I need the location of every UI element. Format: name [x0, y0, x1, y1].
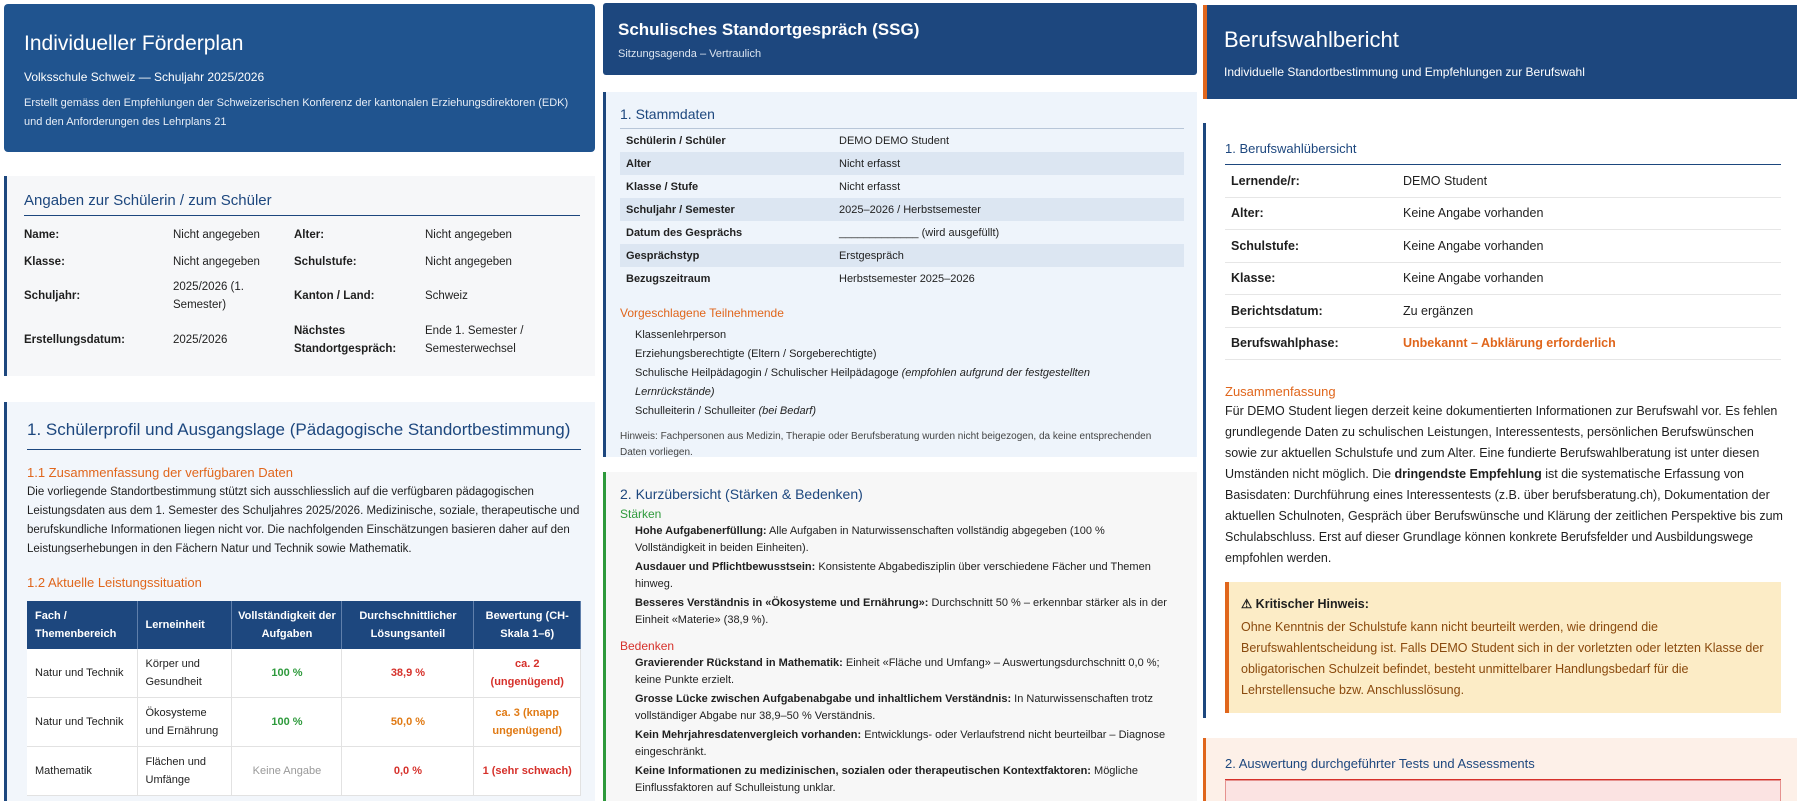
table-cell: Natur und Technik	[27, 698, 137, 747]
foerderplan-panel	[0, 0, 598, 801]
row-key: Datum des Gesprächs	[626, 226, 743, 239]
table-row	[1225, 198, 1781, 231]
concerns-heading: Bedenken	[620, 639, 675, 653]
row-value: Keine Angabe vorhanden	[1403, 206, 1544, 221]
row-key: Klasse:	[1231, 271, 1276, 286]
participants-hint: Hinweis: Fachpersonen aus Medizin, Therapie oder Berufsberatung wurden nicht beigezogen, da keine entsprechenden Daten vorliegen.	[620, 431, 1152, 458]
table-row	[1225, 230, 1781, 263]
field-label: Name:	[24, 228, 60, 241]
warning-text: Ohne Kenntnis der Schulstufe kann nicht beurteilt werden, wie dringend die Berufswahlentscheidung ist. Falls DEMO Student sich in der vorletzten oder letzten Klasse der obligatorischen Schulzeit befindet, besteht unmittelbarer Handlungsbedarf für die Lehrstellensuche bzw. Anschlusslösung.	[1241, 620, 1764, 697]
list-item: Gravierender Rückstand in Mathematik: Einheit «Fläche und Umfang» – Auswertungsdurchschnitt 0,0 %; keine Punkte erzielt.	[635, 657, 1160, 686]
berufswahl-subtitle: Individuelle Standortbestimmung und Empfehlungen zur Berufswahl	[1224, 65, 1585, 79]
strengths-heading: Stärken	[620, 507, 662, 521]
row-key: Berichtsdatum:	[1231, 303, 1323, 318]
list-item: Keine Informationen zu medizinischen, sozialen oder therapeutischen Kontextfaktoren: Mögliche Einflussfaktoren auf Schulleistung unklar.	[635, 765, 1139, 794]
status-value: Unbekannt – Abklärung erforderlich	[1403, 336, 1616, 351]
tests-heading: 2. Auswertung durchgeführter Tests und Assessments	[1225, 756, 1781, 780]
row-key: Schülerin / Schüler	[626, 134, 726, 147]
list-item: Klassenlehrperson	[635, 329, 727, 341]
list-item: Kein Mehrjahresdatenvergleich vorhanden: Entwicklungs- oder Verlaufstrend nicht beurteilbar – Diagnose eingeschränkt.	[635, 729, 1166, 758]
column-header: Fach / Themenbereich	[27, 601, 137, 649]
table-cell: 38,9 %	[342, 649, 474, 698]
table-cell: ca. 2 (ungenügend)	[474, 649, 581, 698]
field-value: Nicht angegeben	[173, 255, 260, 268]
field-value: Schweiz	[425, 290, 468, 302]
row-value: DEMO DEMO Student	[839, 134, 950, 147]
berufswahl-panel	[1203, 0, 1800, 801]
field-value: Ende 1. Semester / Semesterwechsel	[425, 325, 524, 355]
profile-heading: 1. Schülerprofil und Ausgangslage (Pädagogische Standortbestimmung)	[27, 420, 581, 450]
field-value: Nicht angegeben	[425, 228, 512, 241]
row-value: Zu ergänzen	[1403, 303, 1474, 318]
zusammenfassung-text: Für DEMO Student liegen derzeit keine dokumentierten Informationen zur Berufswahl vor. Es fehlen grundlegende Daten zu schulischen Leistungen, Interessentests, persönlichen Berufswünschen sowie zur aktuellen Schulstufe und zum Alter. Eine fundierte Berufswahlberatung ist unter diesen Umständen nicht möglich. Die dringendste Empfehlung ist die systematische Erfassung von Basisdaten: Durchführung eines Interessentests (z.B. über berufsberatung.ch), Dokumentation der aktuellen Schulnoten, Gespräch über Berufswünsche und Klärung der zeitlichen Perspektive bis zum Schulabschluss. Erst auf dieser Grundlage können konkrete Berufsfelder und Ausbildungswege empfohlen werden.	[1225, 404, 1783, 565]
table-row	[620, 267, 1184, 290]
row-key: Alter	[626, 157, 652, 170]
row-key: Berufswahlphase:	[1231, 336, 1339, 351]
kurzuebersicht-heading: 2. Kurzübersicht (Stärken & Bedenken)	[620, 486, 863, 502]
field-value: Nicht angegeben	[173, 228, 260, 241]
page-description: Erstellt gemäss den Empfehlungen der Schweizerischen Konferenz der kantonalen Erziehungsdirektoren (EDK) und den Anforderungen des Lehrplans 21	[24, 97, 569, 128]
table-cell: Mathematik	[27, 747, 137, 796]
field-label: Schuljahr:	[24, 290, 81, 302]
row-value: Nicht erfasst	[839, 180, 901, 193]
table-cell: Keine Angabe	[232, 747, 342, 796]
row-value: DEMO Student	[1403, 173, 1488, 188]
table-cell: 0,0 %	[342, 747, 474, 796]
zusammenfassung-heading: Zusammenfassung	[1225, 384, 1336, 399]
table-cell: 100 %	[232, 649, 342, 698]
row-key: Gesprächstyp	[626, 249, 700, 262]
table-row	[620, 221, 1184, 244]
standortgespraech-panel	[601, 0, 1199, 801]
row-value: Erstgespräch	[839, 249, 904, 262]
overview-table	[1225, 165, 1781, 360]
table-cell: ca. 3 (knapp ungenügend)	[474, 698, 581, 747]
field-label: Alter:	[294, 228, 325, 241]
tests-alert-box	[1225, 780, 1781, 801]
column-header: Bewertung (CH-Skala 1–6)	[474, 601, 581, 649]
field-label: Schulstufe:	[294, 255, 357, 268]
ssg-subtitle: Sitzungsagenda – Vertraulich	[618, 48, 762, 60]
table-row	[1225, 165, 1781, 198]
berufswahl-header	[1203, 5, 1797, 99]
field-label: Erstellungsdatum:	[24, 334, 125, 346]
tests-card	[1203, 738, 1797, 801]
row-value: Herbstsemester 2025–2026	[839, 272, 975, 285]
berufswahl-title: Berufswahlbericht	[1224, 27, 1399, 52]
table-cell: Flächen und Umfänge	[137, 747, 232, 796]
field-value: 2025/2026	[173, 334, 228, 346]
list-item: Ausdauer und Pflichtbewusstsein: Konsistente Abgabedisziplin über verschiedene Fächer und Themen hinweg.	[635, 561, 1151, 590]
overview-heading: 1. Berufswahlübersicht	[1225, 141, 1781, 165]
row-key: Schuljahr / Semester	[626, 203, 735, 216]
column-header: Lerneinheit	[137, 601, 232, 649]
kurzuebersicht-card	[603, 472, 1197, 801]
list-item: Erziehungsberechtigte (Eltern / Sorgeberechtigte)	[635, 348, 877, 360]
row-key: Bezugszeitraum	[626, 272, 711, 285]
field-value: Nicht angegeben	[425, 255, 512, 268]
row-key: Alter:	[1231, 206, 1264, 221]
row-value: Keine Angabe vorhanden	[1403, 271, 1544, 286]
row-key: Schulstufe:	[1231, 238, 1300, 253]
table-row	[27, 698, 581, 747]
list-item: Grosse Lücke zwischen Aufgabenabgabe und inhaltlichem Verständnis: In Naturwissenschaften trotz vollständiger Abgabe nur 38,9–50 % Verständnis.	[635, 693, 1153, 722]
column-header: Vollständigkeit der Aufgaben	[232, 601, 342, 649]
field-label: Klasse:	[24, 255, 65, 268]
row-value: _____________ (wird ausgefüllt)	[839, 226, 1000, 239]
table-row	[620, 175, 1184, 198]
page-subtitle: Volksschule Schweiz — Schuljahr 2025/2026	[24, 70, 265, 84]
stammdaten-heading: 1. Stammdaten	[620, 106, 1184, 129]
warning-title: ⚠ Kritischer Hinweis:	[1241, 597, 1369, 611]
student-profile-card	[4, 402, 595, 801]
table-row	[620, 244, 1184, 267]
row-value: Keine Angabe vorhanden	[1403, 238, 1544, 253]
row-value: 2025–2026 / Herbstsemester	[839, 203, 981, 216]
list-item: Besseres Verständnis in «Ökosysteme und Ernährung»: Durchschnitt 50 % – erkennbar stärker als in der Einheit «Materie» (38,9 %).	[635, 597, 1167, 626]
row-key: Klasse / Stufe	[626, 180, 699, 193]
berufswahl-overview-card	[1203, 123, 1797, 718]
participants-list	[620, 326, 1145, 421]
table-row	[620, 152, 1184, 175]
participants-heading: Vorgeschlagene Teilnehmende	[620, 306, 784, 320]
summary-text: Die vorliegende Standortbestimmung stützt sich ausschliesslich auf die verfügbaren pädagogischen Leistungsdaten aus dem 1. Semester des Schuljahres 2025/2026. Medizinische, soziale, therapeutische und berufskundliche Informationen liegen nicht vor. Die nachfolgenden Einschätzungen basieren daher auf den Leistungserhebungen in den Fächern Natur und Technik sowie Mathematik.	[27, 486, 580, 555]
list-item: Schulleiterin / Schulleiter (bei Bedarf)	[635, 405, 816, 417]
strengths-list	[620, 523, 1175, 629]
table-cell: Ökosysteme und Ernährung	[137, 698, 232, 747]
ssg-title: Schulisches Standortgespräch (SSG)	[618, 20, 920, 39]
row-value: Nicht erfasst	[839, 157, 901, 170]
table-row	[620, 129, 1184, 152]
critical-warning-box	[1225, 582, 1781, 713]
row-key: Lernende/r:	[1231, 173, 1300, 188]
table-cell: 100 %	[232, 698, 342, 747]
list-item: Schulische Heilpädagogin / Schulischer Heilpädagoge (empfohlen aufgrund der festgestellten Lernrückstände)	[635, 367, 1090, 398]
foerderplan-header	[4, 4, 595, 152]
concerns-list	[620, 655, 1175, 797]
table-cell: 1 (sehr schwach)	[474, 747, 581, 796]
field-label: Kanton / Land:	[294, 290, 375, 302]
list-item: Hohe Aufgabenerfüllung: Alle Aufgaben in Naturwissenschaften vollständig abgegeben (100 % Vollständigkeit in beiden Einheiten).	[635, 525, 1105, 554]
table-cell: Körper und Gesundheit	[137, 649, 232, 698]
performance-table	[27, 601, 581, 796]
table-cell: Natur und Technik	[27, 649, 137, 698]
table-row	[620, 198, 1184, 221]
table-header-row	[27, 601, 581, 649]
column-header: Durchschnittlicher Lösungsanteil	[342, 601, 474, 649]
summary-subheading: 1.1 Zusammenfassung der verfügbaren Daten	[27, 465, 293, 480]
student-info-heading: Angaben zur Schülerin / zum Schüler	[24, 192, 580, 216]
table-row	[1225, 263, 1781, 296]
table-row	[27, 747, 581, 796]
field-label: Nächstes Standortgespräch:	[294, 325, 397, 355]
student-info-card	[4, 176, 595, 376]
table-cell: 50,0 %	[342, 698, 474, 747]
page-title: Individueller Förderplan	[24, 32, 244, 55]
field-value: 2025/2026 (1. Semester)	[173, 281, 244, 311]
table-row	[27, 649, 581, 698]
stammdaten-card	[603, 92, 1197, 457]
stammdaten-table	[620, 129, 1184, 290]
performance-subheading: 1.2 Aktuelle Leistungssituation	[27, 575, 202, 590]
table-row	[1225, 328, 1781, 361]
ssg-header	[603, 3, 1197, 75]
table-row	[1225, 295, 1781, 328]
student-info-grid	[24, 221, 579, 363]
